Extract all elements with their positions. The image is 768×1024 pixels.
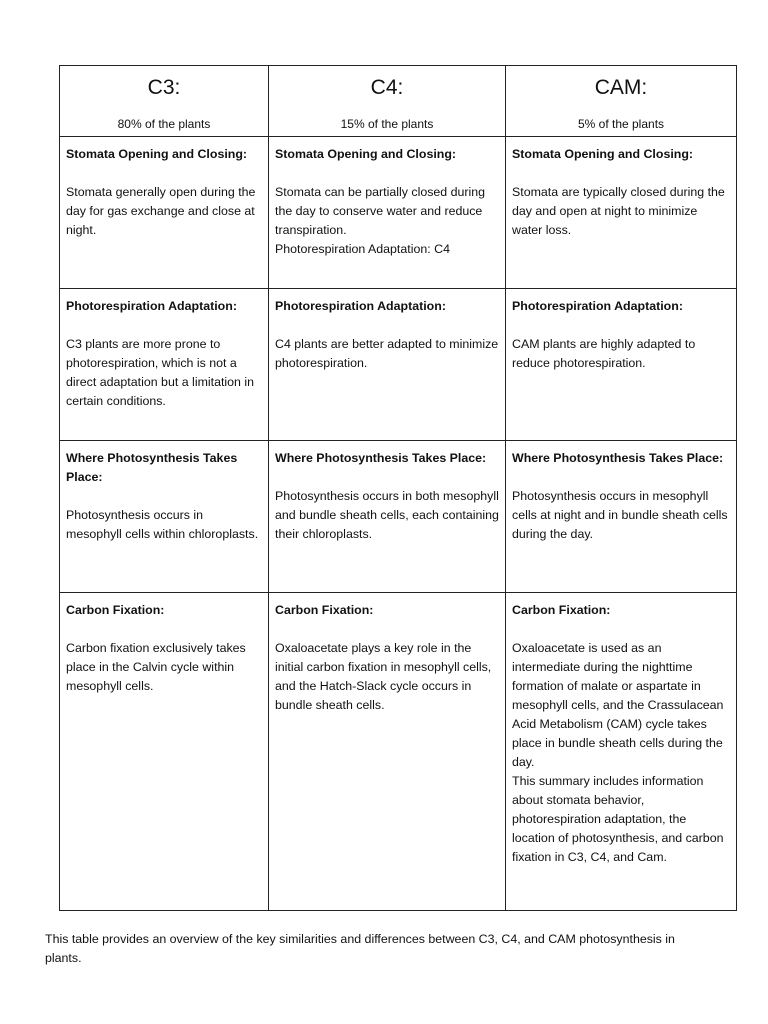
cell-text: Stomata generally open during the day for gas exchange and close at night. [66,185,256,237]
column-subtitle: 80% of the plants [117,117,211,131]
cell-text: Photosynthesis occurs in mesophyll cells within chloroplasts. [66,508,259,541]
cell-text: Photosynthesis occurs in both mesophyll and bundle sheath cells, each containing their chloroplasts. [275,489,499,541]
table-row-carbon-fixation [60,593,737,911]
table-row-stomata [60,137,737,289]
cell-label: Where Photosynthesis Takes Place: [512,451,724,465]
column-subtitle: 15% of the plants [340,117,434,131]
cell-label: Stomata Opening and Closing: [275,147,457,161]
table-cell [506,441,737,593]
cell-label: Stomata Opening and Closing: [66,147,248,161]
cell-label: Where Photosynthesis Takes Place: [275,451,487,465]
cell-text: C4 plants are better adapted to minimize photorespiration. [275,337,499,370]
cell-text: Oxaloacetate is used as an intermediate during the nighttime formation of malate or aspartate in mesophyll cells, and the Crassulacean Acid Metabolism (CAM) cycle takes place in bundle sheath cells during the day. This summary includes information about stomata behavior, photorespiration adaptation, the location of photosynthesis, and carbon fixation in C3, C4, and Cam. [512,641,724,864]
header-cell-c4 [269,66,506,137]
table-cell [269,137,506,289]
table-cell [60,289,269,441]
header-cell-cam [506,66,737,137]
column-subtitle: 5% of the plants [577,117,665,131]
cell-text: Stomata can be partially closed during the day to conserve water and reduce transpiration. Photorespiration Adaptation: C4 [275,185,486,256]
cell-label: Carbon Fixation: [512,603,611,617]
header-row [60,66,737,137]
table-cell [60,137,269,289]
cell-text: Oxaloacetate plays a key role in the initial carbon fixation in mesophyll cells, and the Hatch-Slack cycle occurs in bundle sheath cells. [275,641,492,712]
table-cell [506,137,737,289]
table-cell [506,593,737,911]
cell-text: Stomata are typically closed during the day and open at night to minimize water loss. [512,185,725,237]
cell-label: Photorespiration Adaptation: [275,299,446,313]
table-cell [60,441,269,593]
comparison-table [59,65,737,911]
cell-text: CAM plants are highly adapted to reduce photorespiration. [512,337,696,370]
cell-label: Where Photosynthesis Takes Place: [66,451,238,484]
table-cell [269,441,506,593]
table-caption: This table provides an overview of the key similarities and differences between C3, C4, and CAM photosynthesis in plants. [45,932,675,965]
cell-label: Photorespiration Adaptation: [66,299,237,313]
column-title: CAM: [594,76,648,99]
cell-text: C3 plants are more prone to photorespiration, which is not a direct adaptation but a limitation in certain conditions. [66,337,255,408]
table-cell [60,593,269,911]
cell-label: Carbon Fixation: [66,603,165,617]
table-cell [506,289,737,441]
cell-text: Photosynthesis occurs in mesophyll cells at night and in bundle sheath cells during the day. [512,489,728,541]
cell-text: Carbon fixation exclusively takes place in the Calvin cycle within mesophyll cells. [66,641,246,693]
cell-label: Carbon Fixation: [275,603,374,617]
table-cell [269,289,506,441]
header-cell-c3 [60,66,269,137]
table-row-photorespiration [60,289,737,441]
cell-label: Stomata Opening and Closing: [512,147,694,161]
table-row-location [60,441,737,593]
cell-label: Photorespiration Adaptation: [512,299,683,313]
column-title: C4: [370,76,404,99]
table-cell [269,593,506,911]
column-title: C3: [147,76,181,99]
